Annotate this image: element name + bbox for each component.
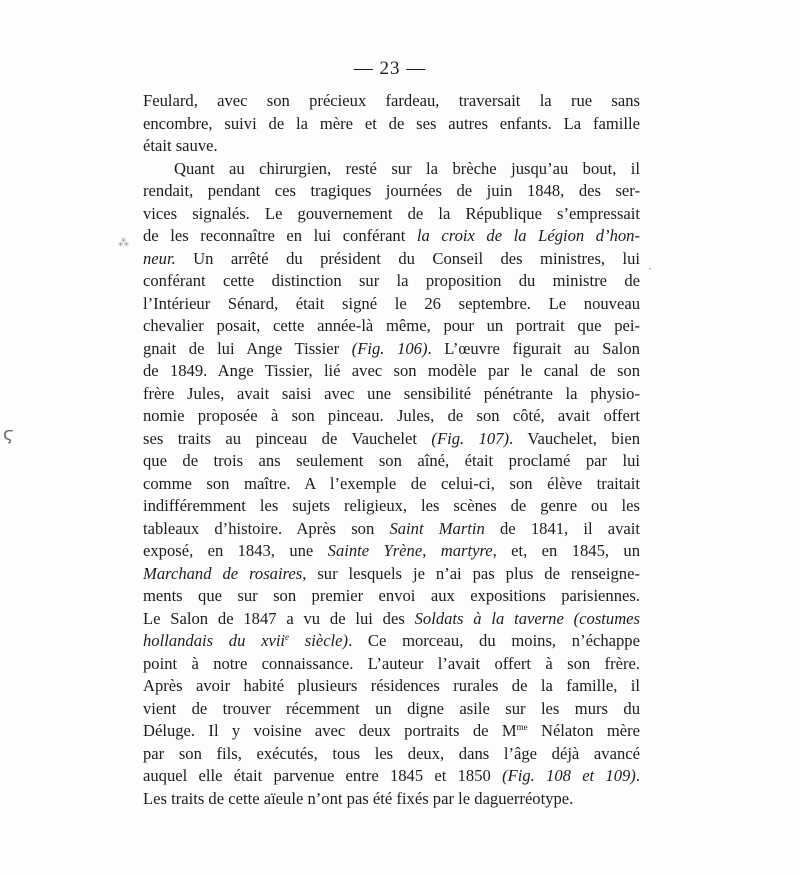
italic-title: Soldats à la taverne (costumes [414,608,640,628]
text-line: indifféremment les sujets religieux, les scènes de genre ou les [143,496,640,515]
text-line: Marchand de rosaires, sur lesquels je n’ai pas plus de renseigne- [143,563,640,583]
text-line: conférant cette distinction sur la proposition du ministre de [143,271,640,290]
margin-mark: ϛ [3,424,14,445]
text-line: comme son maître. A l’exemple de celui-ci, son élève traitait [143,473,640,493]
italic-title: la croix de la Légion d’hon- [416,226,640,245]
text-line: vices signalés. Le gouvernement de la République s’empressait [143,203,640,223]
text-line: neur. Un arrêté du président du Conseil des ministres, lui [143,248,640,268]
text-line: auquel elle était parvenue entre 1845 et 1850 (Fig. 108 et 109). [143,766,640,785]
text-line: par son fils, exécutés, tous les deux, dans l’âge déjà avancé [143,743,640,763]
text-line: hollandais du xvii$^e$ siècle). Ce morceau, du moins, n’échappe [143,631,640,650]
text-line: Feulard, avec son précieux fardeau, traversait la rue sans [143,91,640,110]
text-line: point à notre connaissance. L’auteur l’avait offert à son frère. [143,653,640,673]
text-line: que de trois ans seulement son aîné, était proclamé par lui [143,451,640,470]
text-line: gnait de lui Ange Tissier (Fig. 106). L’œuvre figurait au Salon [143,338,640,358]
text-line: nomie proposée à son pinceau. Jules, de son côté, avait offert [143,406,640,425]
text-line: Les traits de cette aïeule n’ont pas été fixés par le daguerréotype. [143,788,574,808]
text-line: Après avoir habité plusieurs résidences rurales de la famille, il [143,676,640,695]
text-line: Le Salon de 1847 a vu de lui des Soldats à la taverne (costumes [143,608,640,628]
italic-title: neur. [143,248,176,268]
text-line: rendait, pendant ces tragiques journées de juin 1848, des ser- [143,181,640,200]
italic-title: Marchand de rosaires [143,563,303,583]
italic-title: Saint Martin [389,518,485,538]
text-line: vient de trouver récemment un digne asile sur les murs du [143,698,640,718]
text-line: frère Jules, avait saisi avec une sensibilité pénétrante la physio- [143,383,640,403]
text-line: de les reconnaître en lui conférant la croix de la Légion d’hon- [143,226,640,245]
italic-title: hollandais du xvii$^e$ siècle) [143,631,349,650]
figure-reference: (Fig. 107) [431,428,510,448]
figure-reference: (Fig. 106) [351,338,428,358]
figure-reference: (Fig. 108 et 109) [502,766,636,785]
text-line: Déluge. Il y voisine avec deux portraits de $M^{me}$ Nélaton mère [143,721,641,740]
text-line: Quant au chirurgien, resté sur la brèche jusqu’au bout, il [174,158,640,178]
paper-speck: ⁂ [118,236,129,249]
page-number: — 23 — [353,58,427,79]
italic-title: Sainte Yrène [327,541,423,560]
text-line: chevalier posait, cette année-là même, pour un portrait que pei- [143,316,640,335]
text-line: encombre, suivi de la mère et de ses autres enfants. La famille [143,113,640,133]
text-line: exposé, en 1843, une Sainte Yrène, martyre, et, en 1845, un [143,541,640,560]
paper-dot: · [648,262,652,276]
text-line: tableaux d’histoire. Après son Saint Martin de 1841, il avait [143,518,641,538]
body-text [143,90,640,810]
text-line: ses traits au pinceau de Vauchelet (Fig. 107). Vauchelet, bien [143,428,641,448]
text-line: ments que sur son premier envoi aux expositions parisiennes. [143,586,640,605]
text-line: de 1849. Ange Tissier, lié avec son modèle par le canal de son [143,361,640,380]
italic-title: martyre [440,541,493,560]
text-line: l’Intérieur Sénard, était signé le 26 septembre. Le nouveau [143,293,640,313]
text-line: était sauve. [143,136,218,155]
